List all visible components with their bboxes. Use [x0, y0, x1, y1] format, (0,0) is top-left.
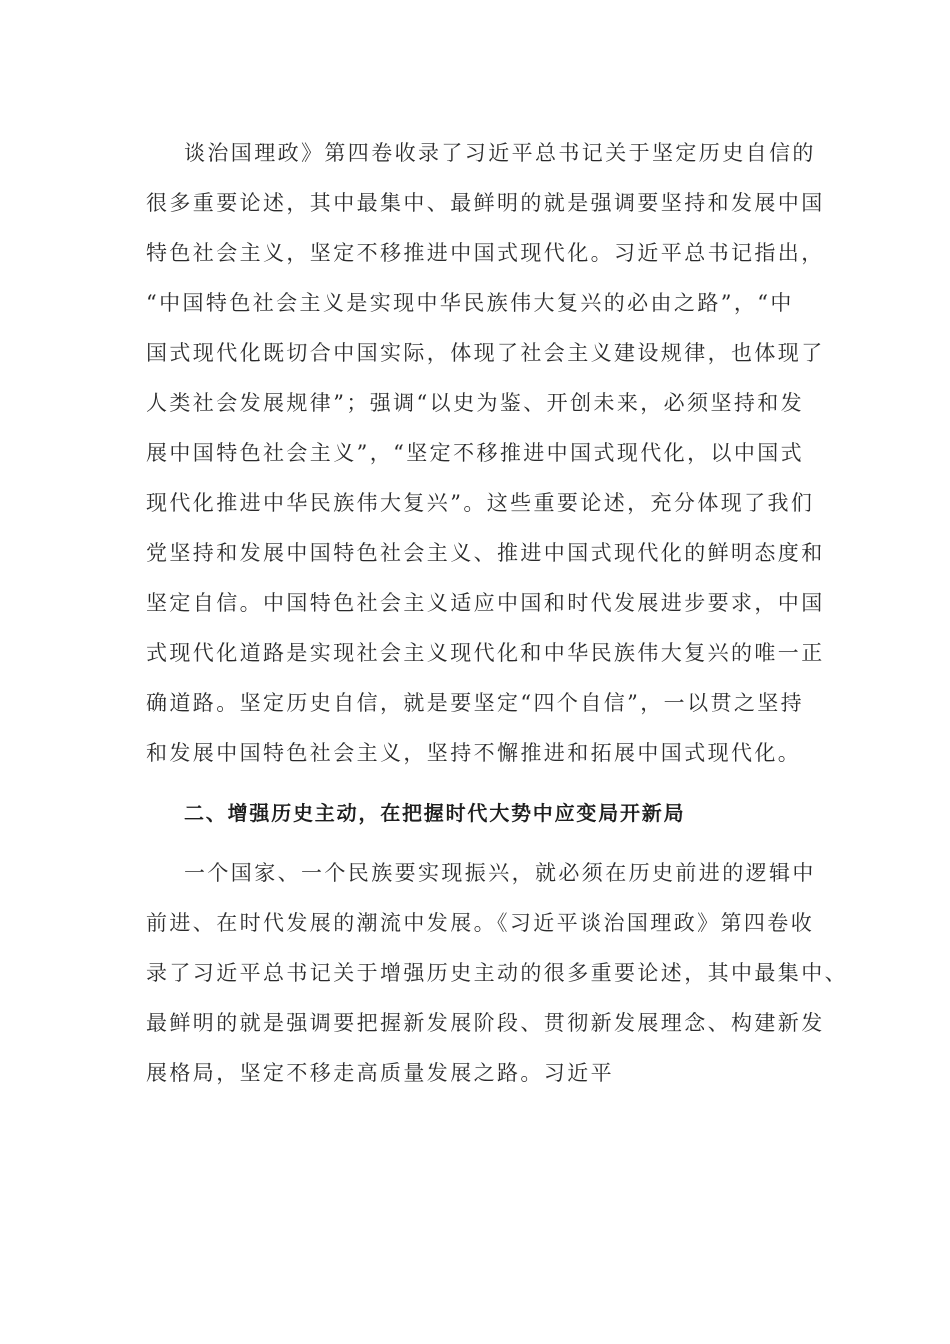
text-line: 前进、在时代发展的潮流中发展。《习近平谈治国理政》第四卷收	[146, 911, 815, 935]
section-heading: 二、增强历史主动，在把握时代大势中应变局开新局	[184, 801, 686, 825]
text-line: 展中国特色社会主义”，“坚定不移推进中国式现代化，以中国式	[146, 441, 805, 465]
text-line: 展格局，坚定不移走高质量发展之路。习近平	[146, 1061, 614, 1085]
text-line: 人类社会发展规律”；强调“以史为鉴、开创未来，必须坚持和发	[146, 391, 805, 415]
text-line: 谈治国理政》第四卷收录了习近平总书记关于坚定历史自信的	[184, 141, 816, 165]
section-heading-history-initiative	[146, 788, 836, 838]
text-line: 最鲜明的就是强调要把握新发展阶段、贯彻新发展理念、构建新发	[146, 1011, 825, 1035]
paragraph-history-initiative	[146, 848, 848, 1098]
text-line: 录了习近平总书记关于增强历史主动的很多重要论述，其中最集中、	[146, 961, 848, 985]
text-line: 很多重要论述，其中最集中、最鲜明的就是强调要坚持和发展中国	[146, 191, 825, 215]
paragraph-history-confidence	[146, 128, 836, 778]
text-line: 现代化推进中华民族伟大复兴”。这些重要论述，充分体现了我们	[146, 491, 815, 515]
text-line: 一个国家、一个民族要实现振兴，就必须在历史前进的逻辑中	[184, 861, 816, 885]
text-line: “中国特色社会主义是实现中华民族伟大复兴的必由之路”，“中	[146, 291, 794, 315]
text-line: 党坚持和发展中国特色社会主义、推进中国式现代化的鲜明态度和	[146, 541, 825, 565]
text-line: 和发展中国特色社会主义，坚持不懈推进和拓展中国式现代化。	[146, 741, 802, 765]
text-line: 特色社会主义，坚定不移推进中国式现代化。习近平总书记指出，	[146, 241, 825, 265]
text-line: 国式现代化既切合中国实际，体现了社会主义建设规律，也体现了	[146, 341, 825, 365]
text-line: 式现代化道路是实现社会主义现代化和中华民族伟大复兴的唯一正	[146, 641, 825, 665]
text-line: 坚定自信。中国特色社会主义适应中国和时代发展进步要求，中国	[146, 591, 825, 615]
text-line: 确道路。坚定历史自信，就是要坚定“四个自信”，一以贯之坚持	[146, 691, 805, 715]
